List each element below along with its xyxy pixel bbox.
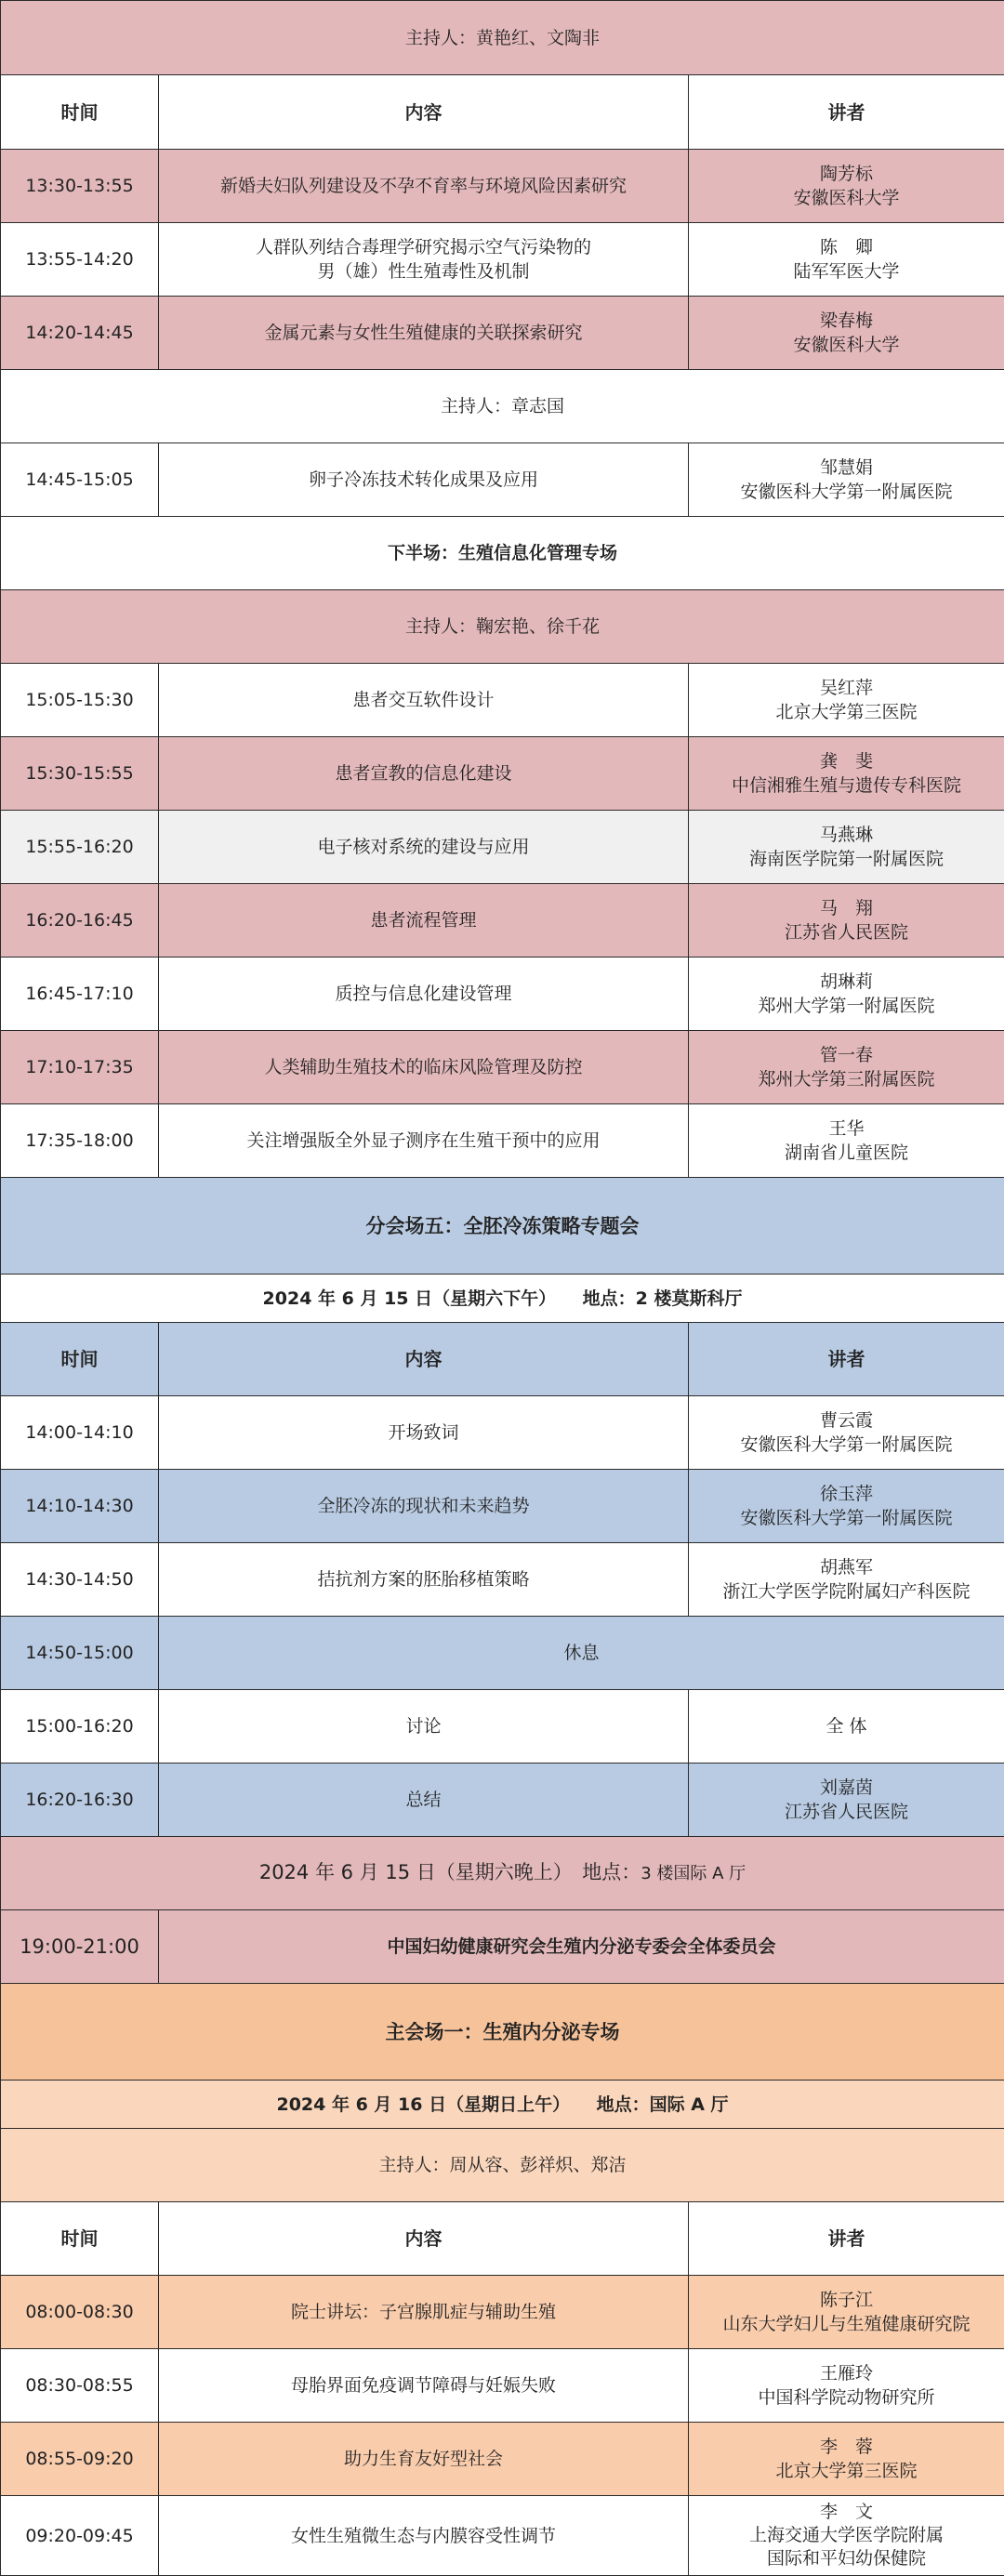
speaker-name: 王华 (694, 1116, 998, 1141)
time-cell: 14:50-15:00 (1, 1617, 159, 1690)
header-speaker: 讲者 (689, 75, 1004, 150)
table-row (1, 1031, 1004, 1104)
content-cell: 母胎界面免疫调节障碍与妊娠失败 (159, 2349, 689, 2423)
header-content: 内容 (159, 2202, 689, 2276)
content-cell: 全胚冷冻的现状和未来趋势 (159, 1470, 689, 1543)
content-cell: 总结 (159, 1764, 689, 1837)
table-row (1, 811, 1004, 884)
time-cell: 08:30-08:55 (1, 2349, 159, 2423)
speaker-name: 邹慧娟 (694, 456, 998, 480)
host-label: 主持人：黄艳红、文陶非 (1, 1, 1004, 75)
speaker-name: 徐玉萍 (694, 1482, 998, 1506)
speaker-cell (689, 2423, 1004, 2496)
section-title-row (1, 1178, 1004, 1275)
speaker-name: 王雁玲 (694, 2361, 998, 2385)
speaker-affiliation: 山东大学妇儿与生殖健康研究院 (694, 2312, 998, 2336)
speaker-affiliation: 陆军军医大学 (694, 259, 998, 284)
content-cell: 患者流程管理 (159, 884, 689, 958)
content-cell: 女性生殖微生态与内膜容受性调节 (159, 2496, 689, 2576)
content-cell: 院士讲坛：子宫腺肌症与辅助生殖 (159, 2276, 689, 2349)
speaker-affiliation: 郑州大学第一附属医院 (694, 994, 998, 1018)
time-cell: 14:20-14:45 (1, 297, 159, 370)
host-row (1, 1, 1004, 75)
speaker-name: 吴红萍 (694, 676, 998, 700)
speaker-affiliation: 安徽医科大学第一附属医院 (694, 1506, 998, 1530)
speaker-affiliation: 中国科学院动物研究所 (694, 2385, 998, 2410)
speaker-affiliation: 湖南省儿童医院 (694, 1141, 998, 1165)
speaker-name: 李 蓉 (694, 2435, 998, 2459)
table-row (1, 2496, 1004, 2576)
speaker-cell (689, 1543, 1004, 1617)
table-row (1, 737, 1004, 811)
content-cell: 拮抗剂方案的胚胎移植策略 (159, 1543, 689, 1617)
content-cell: 开场致词 (159, 1396, 689, 1470)
time-cell: 14:30-14:50 (1, 1543, 159, 1617)
content-cell: 金属元素与女性生殖健康的关联探索研究 (159, 297, 689, 370)
host-row (1, 590, 1004, 664)
speaker-name: 胡琳莉 (694, 970, 998, 994)
table-row (1, 443, 1004, 517)
host-label: 主持人：鞠宏艳、徐千花 (1, 590, 1004, 664)
speaker-cell (689, 2496, 1004, 2576)
time-cell: 15:30-15:55 (1, 737, 159, 811)
table-row (1, 2423, 1004, 2496)
content-cell: 中国妇幼健康研究会生殖内分泌专委会全体委员会 (159, 1910, 1004, 1984)
section-title: 分会场五：全胚冷冻策略专题会 (1, 1178, 1004, 1275)
header-time: 时间 (1, 75, 159, 150)
speaker-cell (689, 811, 1004, 884)
speaker-affiliation: 北京大学第三医院 (694, 2459, 998, 2483)
table-row (1, 958, 1004, 1031)
time-cell: 16:20-16:45 (1, 884, 159, 958)
speaker-affiliation: 北京大学第三医院 (694, 700, 998, 724)
table-row (1, 1617, 1004, 1690)
host-label: 主持人：章志国 (1, 370, 1004, 443)
time-cell: 14:45-15:05 (1, 443, 159, 517)
speaker-cell (689, 443, 1004, 517)
speaker-affiliation: 国际和平妇幼保健院 (694, 2547, 998, 2570)
date-place-prefix: 2024 年 6 月 15 日（星期六晚上） 地点： (259, 1861, 641, 1883)
speaker-name: 陈 卿 (694, 235, 998, 259)
content-cell (159, 223, 689, 297)
time-cell: 15:55-16:20 (1, 811, 159, 884)
speaker-affiliation: 安徽医科大学第一附属医院 (694, 480, 998, 504)
header-row (1, 75, 1004, 150)
speaker-affiliation: 中信湘雅生殖与遗传专科医院 (694, 773, 998, 798)
host-row (1, 370, 1004, 443)
table-row (1, 1470, 1004, 1543)
header-content: 内容 (159, 75, 689, 150)
section-title: 主会场一：生殖内分泌专场 (1, 1984, 1004, 2081)
content-cell: 休息 (159, 1617, 1004, 1690)
time-cell: 09:20-09:45 (1, 2496, 159, 2576)
table-row (1, 2349, 1004, 2423)
speaker-cell (689, 958, 1004, 1031)
content-line: 人群队列结合毒理学研究揭示空气污染物的 (165, 235, 682, 259)
header-time: 时间 (1, 1323, 159, 1396)
time-cell: 14:00-14:10 (1, 1396, 159, 1470)
speaker-affiliation: 安徽医科大学第一附属医院 (694, 1433, 998, 1457)
speaker-cell (689, 223, 1004, 297)
speaker-affiliation: 安徽医科大学 (694, 186, 998, 210)
header-speaker: 讲者 (689, 1323, 1004, 1396)
speaker-cell (689, 1764, 1004, 1837)
content-cell: 质控与信息化建设管理 (159, 958, 689, 1031)
date-place-row (1, 1837, 1004, 1910)
date-place (1, 1837, 1004, 1910)
time-cell: 16:20-16:30 (1, 1764, 159, 1837)
time-cell: 13:55-14:20 (1, 223, 159, 297)
content-cell: 助力生育友好型社会 (159, 2423, 689, 2496)
speaker-name: 曹云霞 (694, 1408, 998, 1433)
section-title-row (1, 517, 1004, 590)
content-cell: 人类辅助生殖技术的临床风险管理及防控 (159, 1031, 689, 1104)
speaker-cell (689, 737, 1004, 811)
section-title-row (1, 1984, 1004, 2081)
content-line: 男（雄）性生殖毒性及机制 (165, 259, 682, 284)
date-place: 2024 年 6 月 15 日（星期六下午） 地点：2 楼莫斯科厅 (1, 1275, 1004, 1323)
speaker-cell (689, 150, 1004, 223)
time-cell: 17:10-17:35 (1, 1031, 159, 1104)
speaker-cell (689, 1031, 1004, 1104)
table-row (1, 1910, 1004, 1984)
header-row (1, 1323, 1004, 1396)
place-name: 3 楼国际 A 厅 (641, 1864, 746, 1883)
time-cell: 15:05-15:30 (1, 664, 159, 737)
speaker-cell (689, 884, 1004, 958)
date-place-row (1, 2081, 1004, 2129)
time-cell: 14:10-14:30 (1, 1470, 159, 1543)
speaker-name: 梁春梅 (694, 309, 998, 333)
speaker-cell (689, 664, 1004, 737)
host-label: 主持人：周从容、彭祥炽、郑洁 (1, 2129, 1004, 2202)
speaker-affiliation: 安徽医科大学 (694, 333, 998, 357)
speaker-cell: 全 体 (689, 1690, 1004, 1764)
table-row (1, 2276, 1004, 2349)
table-row (1, 223, 1004, 297)
speaker-affiliation: 江苏省人民医院 (694, 1800, 998, 1824)
time-cell: 17:35-18:00 (1, 1104, 159, 1178)
time-cell: 16:45-17:10 (1, 958, 159, 1031)
content-cell: 电子核对系统的建设与应用 (159, 811, 689, 884)
content-cell: 关注增强版全外显子测序在生殖干预中的应用 (159, 1104, 689, 1178)
speaker-name: 陈子江 (694, 2288, 998, 2312)
section-title: 下半场：生殖信息化管理专场 (1, 517, 1004, 590)
content-cell: 卵子冷冻技术转化成果及应用 (159, 443, 689, 517)
speaker-name: 胡燕军 (694, 1555, 998, 1579)
speaker-cell (689, 2349, 1004, 2423)
content-cell: 患者宣教的信息化建设 (159, 737, 689, 811)
date-place: 2024 年 6 月 16 日（星期日上午） 地点：国际 A 厅 (1, 2081, 1004, 2129)
content-cell: 讨论 (159, 1690, 689, 1764)
host-row (1, 2129, 1004, 2202)
speaker-cell (689, 1470, 1004, 1543)
speaker-name: 马 翔 (694, 896, 998, 920)
table-row (1, 1396, 1004, 1470)
speaker-name: 刘嘉茵 (694, 1776, 998, 1800)
table-row (1, 150, 1004, 223)
speaker-affiliation: 郑州大学第三附属医院 (694, 1067, 998, 1091)
speaker-name: 陶芳标 (694, 162, 998, 186)
content-cell: 新婚夫妇队列建设及不孕不育率与环境风险因素研究 (159, 150, 689, 223)
content-cell: 患者交互软件设计 (159, 664, 689, 737)
speaker-cell (689, 1104, 1004, 1178)
table-row (1, 297, 1004, 370)
speaker-name: 龚 斐 (694, 749, 998, 773)
table-row (1, 1543, 1004, 1617)
table-row (1, 884, 1004, 958)
header-speaker: 讲者 (689, 2202, 1004, 2276)
speaker-cell (689, 1396, 1004, 1470)
time-cell: 13:30-13:55 (1, 150, 159, 223)
time-cell: 19:00-21:00 (1, 1910, 159, 1984)
header-content: 内容 (159, 1323, 689, 1396)
header-time: 时间 (1, 2202, 159, 2276)
table-row (1, 1764, 1004, 1837)
speaker-cell (689, 2276, 1004, 2349)
speaker-cell (689, 297, 1004, 370)
table-row (1, 1104, 1004, 1178)
time-cell: 15:00-16:20 (1, 1690, 159, 1764)
speaker-affiliation: 上海交通大学医学院附属 (694, 2524, 998, 2547)
time-cell: 08:55-09:20 (1, 2423, 159, 2496)
header-row (1, 2202, 1004, 2276)
speaker-affiliation: 浙江大学医学院附属妇产科医院 (694, 1579, 998, 1604)
speaker-name: 李 文 (694, 2501, 998, 2524)
table-row (1, 1690, 1004, 1764)
speaker-affiliation: 海南医学院第一附属医院 (694, 847, 998, 871)
speaker-affiliation: 江苏省人民医院 (694, 920, 998, 945)
date-place-row (1, 1275, 1004, 1323)
time-cell: 08:00-08:30 (1, 2276, 159, 2349)
speaker-name: 马燕琳 (694, 823, 998, 847)
speaker-name: 管一春 (694, 1043, 998, 1067)
table-row (1, 664, 1004, 737)
